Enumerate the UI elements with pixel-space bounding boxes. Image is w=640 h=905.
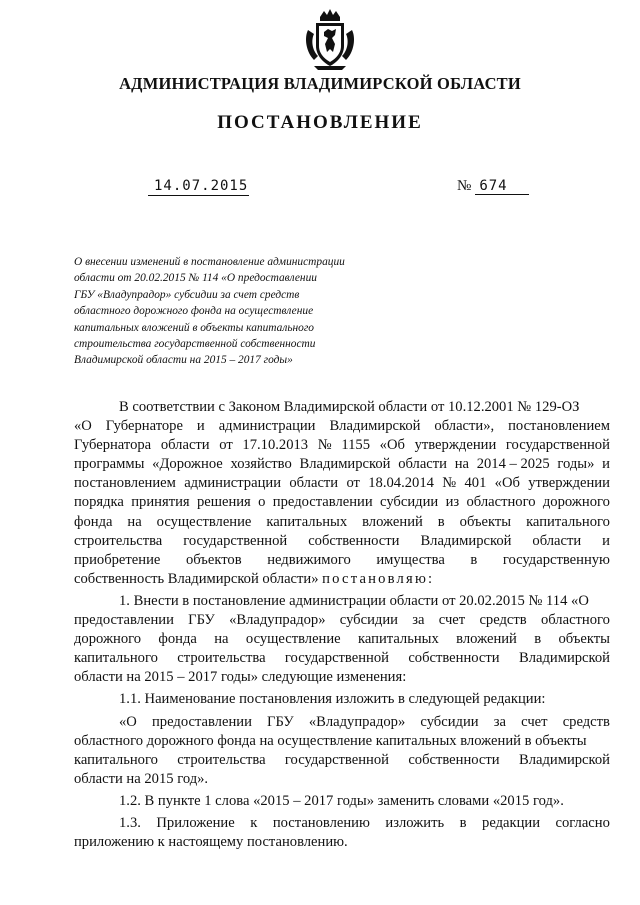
word: 17.10.2013 bbox=[242, 437, 309, 454]
item-1-3-paragraph bbox=[74, 814, 610, 852]
text-line bbox=[74, 436, 610, 455]
text-line bbox=[74, 592, 610, 611]
subject-line: ГБУ «Владупрадор» субсидии за счет средств bbox=[74, 288, 300, 301]
word: Владимирской bbox=[420, 532, 512, 549]
word: области bbox=[160, 437, 210, 454]
text-line bbox=[74, 493, 610, 512]
word: объекты bbox=[459, 513, 512, 530]
word: государственной bbox=[284, 650, 389, 667]
word: хозяйство bbox=[230, 456, 292, 473]
word: 2014 – 2025 bbox=[476, 456, 550, 473]
word: Губернатора bbox=[74, 437, 152, 454]
text-line bbox=[74, 814, 610, 833]
word: капитального bbox=[74, 751, 158, 768]
word: решения bbox=[196, 494, 251, 511]
subject-line: капитальных вложений в объекты капитального bbox=[74, 321, 315, 334]
text-line bbox=[74, 532, 610, 551]
text-line bbox=[74, 398, 610, 417]
word: № bbox=[317, 437, 332, 454]
document-date: 14.07.2015 bbox=[148, 178, 249, 196]
word: объектов bbox=[185, 551, 242, 568]
word: согласно bbox=[555, 814, 610, 831]
item-1-paragraph bbox=[74, 592, 610, 687]
word: объекты bbox=[558, 631, 610, 648]
text-line bbox=[74, 551, 610, 570]
word: вложений bbox=[362, 513, 423, 530]
word: из bbox=[445, 494, 460, 511]
word: предоставлении bbox=[272, 494, 373, 511]
word: строительства bbox=[74, 532, 163, 549]
text-line bbox=[74, 611, 610, 630]
coat-of-arms-icon bbox=[302, 8, 358, 72]
word: дорожного bbox=[542, 494, 610, 511]
word: «Об bbox=[379, 437, 405, 454]
word: Владимирской bbox=[329, 418, 421, 435]
word: субсидии bbox=[420, 713, 479, 730]
word: «Дорожное bbox=[152, 456, 223, 473]
word: Приложение bbox=[156, 814, 235, 831]
word: постановлению bbox=[272, 814, 370, 831]
word: областного дорожного фонда на осуществление капитальных вложений в объекты bbox=[74, 732, 587, 749]
decree-word: постановляю: bbox=[322, 570, 435, 587]
word: фонда bbox=[74, 513, 113, 530]
word: на bbox=[454, 456, 469, 473]
word: от bbox=[219, 437, 233, 454]
word: недвижимого bbox=[267, 551, 351, 568]
word: 1.3. bbox=[119, 814, 141, 831]
word: Владимирской bbox=[518, 751, 610, 768]
text-line bbox=[74, 417, 610, 436]
word: средств bbox=[562, 713, 610, 730]
word: области bbox=[532, 532, 582, 549]
word: 18.04.2014 bbox=[368, 475, 434, 492]
text-line bbox=[74, 513, 610, 532]
word: «О bbox=[74, 418, 92, 435]
word: Владимирской bbox=[299, 456, 391, 473]
subject-line: строительства государственной собственности bbox=[74, 338, 316, 351]
word: областного bbox=[540, 612, 610, 629]
word: имущества bbox=[376, 551, 445, 568]
text-line bbox=[74, 630, 610, 649]
word: редакции bbox=[482, 814, 541, 831]
word: годы» bbox=[557, 456, 595, 473]
text-line bbox=[74, 833, 610, 852]
word: капитальных bbox=[266, 513, 348, 530]
word: «Об bbox=[494, 475, 520, 492]
word: предоставлении bbox=[152, 713, 252, 730]
word: постановлением bbox=[74, 475, 176, 492]
word: изложить bbox=[385, 814, 445, 831]
word: от bbox=[346, 475, 360, 492]
document-subject bbox=[74, 254, 394, 369]
word: строительства bbox=[177, 650, 266, 667]
word: «Владупрадор» bbox=[229, 612, 326, 629]
word: постановлением bbox=[508, 418, 610, 435]
word: осуществление bbox=[245, 631, 341, 648]
word: фонда bbox=[158, 631, 197, 648]
word: средств bbox=[479, 612, 527, 629]
preamble-paragraph bbox=[74, 398, 610, 589]
word: на bbox=[127, 513, 142, 530]
word: ГБУ bbox=[188, 612, 215, 629]
subject-line: Владимирской области на 2015 – 2017 годы» bbox=[74, 354, 293, 367]
document-body bbox=[74, 398, 610, 852]
last-line-text: собственность Владимирской области» bbox=[74, 570, 323, 587]
word: 1155 bbox=[341, 437, 370, 454]
word: субсидии bbox=[380, 494, 439, 511]
word: в bbox=[470, 551, 478, 568]
word: счет bbox=[521, 713, 548, 730]
word: № bbox=[442, 475, 457, 492]
word: собственности bbox=[308, 532, 400, 549]
text-line bbox=[74, 570, 610, 589]
word: области bbox=[398, 456, 447, 473]
word: дорожного bbox=[74, 631, 142, 648]
word: государственной bbox=[284, 751, 389, 768]
word: ГБУ bbox=[267, 713, 294, 730]
text-line bbox=[74, 474, 610, 493]
word: за bbox=[412, 612, 425, 629]
word: утверждении bbox=[414, 437, 497, 454]
text-line bbox=[74, 751, 610, 770]
last-line-text: области на 2015 год». bbox=[74, 770, 209, 787]
last-line-text: приложению к настоящему постановлению. bbox=[74, 834, 348, 851]
last-line-text: области на 2015 – 2017 годы» следующие изменения: bbox=[74, 669, 407, 686]
word: в bbox=[437, 513, 445, 530]
item-1-2-paragraph: 1.2. В пункте 1 слова «2015 – 2017 годы» заменить словами «2015 год». bbox=[119, 792, 564, 809]
word: утверждении bbox=[528, 475, 610, 492]
word: области bbox=[289, 475, 339, 492]
word: государственной bbox=[505, 437, 610, 454]
word: «Владупрадор» bbox=[308, 713, 406, 730]
word: принятия bbox=[131, 494, 190, 511]
organization-title: АДМИНИСТРАЦИЯ ВЛАДИМИРСКОЙ ОБЛАСТИ bbox=[119, 74, 521, 93]
word: в bbox=[534, 631, 542, 648]
word: «О bbox=[119, 713, 137, 730]
subject-line: области от 20.02.2015 № 114 «О предоставлении bbox=[74, 272, 317, 285]
document-number bbox=[457, 178, 529, 195]
word: государственную bbox=[502, 551, 610, 568]
word: областного bbox=[466, 494, 536, 511]
word: Губернаторе bbox=[105, 418, 183, 435]
word: субсидии bbox=[339, 612, 398, 629]
word: о bbox=[258, 494, 266, 511]
text-line bbox=[74, 455, 610, 474]
word: и bbox=[602, 456, 610, 473]
word: и bbox=[602, 532, 610, 549]
word: государственной bbox=[183, 532, 288, 549]
number-sign: № bbox=[457, 178, 472, 194]
word: собственности bbox=[408, 650, 500, 667]
word: В соответствии с Законом Владимирской области от 10.12.2001 № 129-ОЗ bbox=[119, 399, 580, 415]
word: капитального bbox=[526, 513, 610, 530]
item-1-1-paragraph: 1.1. Наименование постановления изложить в следующей редакции: bbox=[119, 691, 546, 708]
word: Владимирской bbox=[518, 650, 610, 667]
text-line bbox=[74, 732, 610, 751]
word: программы bbox=[74, 456, 145, 473]
word: за bbox=[493, 713, 506, 730]
text-line bbox=[74, 649, 610, 668]
word: собственности bbox=[408, 751, 500, 768]
word: осуществление bbox=[156, 513, 252, 530]
word: 1. Внести в постановление администрации области от 20.02.2015 № 114 «О bbox=[119, 592, 589, 609]
text-line bbox=[74, 668, 610, 687]
word: капитальных bbox=[358, 631, 439, 648]
word: области», bbox=[434, 418, 495, 435]
word: 401 bbox=[464, 475, 487, 492]
word: администрации bbox=[218, 418, 316, 435]
text-line bbox=[74, 770, 610, 789]
word: к bbox=[250, 814, 258, 831]
word: счет bbox=[438, 612, 466, 629]
text-line bbox=[74, 713, 610, 732]
subject-line: О внесении изменений в постановление администрации bbox=[74, 256, 345, 268]
word: приобретение bbox=[74, 551, 161, 568]
word: капитального bbox=[74, 650, 158, 667]
word: предоставлении bbox=[74, 612, 174, 629]
quote-paragraph bbox=[74, 713, 610, 789]
word: строительства bbox=[177, 751, 266, 768]
word: администрации bbox=[184, 475, 282, 492]
word: в bbox=[459, 814, 467, 831]
word: вложений bbox=[456, 631, 517, 648]
document-type-title: ПОСТАНОВЛЕНИЕ bbox=[217, 112, 423, 133]
word: на bbox=[214, 631, 229, 648]
word: и bbox=[196, 418, 205, 435]
number-value: 674 bbox=[475, 178, 529, 195]
subject-line: областного дорожного фонда на осуществление bbox=[74, 305, 314, 318]
word: порядка bbox=[74, 494, 124, 511]
